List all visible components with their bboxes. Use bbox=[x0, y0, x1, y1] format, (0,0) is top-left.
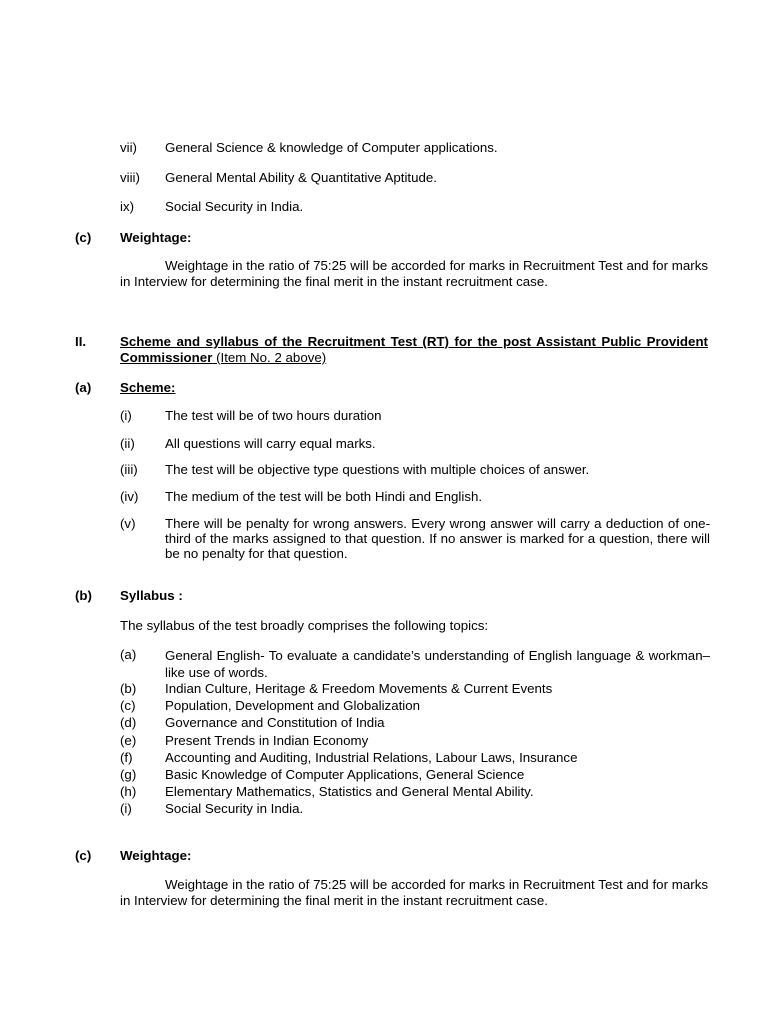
item-number: (h) bbox=[120, 784, 137, 799]
section-title bbox=[120, 334, 708, 366]
section-heading: Weightage: bbox=[120, 230, 192, 245]
item-text: Governance and Constitution of India bbox=[165, 715, 385, 730]
weightage-paragraph: Weightage in the ratio of 75:25 will be accorded for marks in Recruitment Test and for marks in Interview for determining the final merit in the instant recruitment case. bbox=[120, 877, 708, 908]
item-text: Indian Culture, Heritage & Freedom Movements & Current Events bbox=[165, 681, 553, 696]
section-label: (b) bbox=[75, 588, 92, 603]
item-number: (g) bbox=[120, 767, 137, 782]
weightage-paragraph: Weightage in the ratio of 75:25 will be accorded for marks in Recruitment Test and for marks in Interview for determining the final merit in the instant recruitment case. bbox=[120, 258, 708, 289]
item-text: Elementary Mathematics, Statistics and General Mental Ability. bbox=[165, 784, 534, 799]
syllabus-intro: The syllabus of the test broadly comprises the following topics: bbox=[120, 618, 489, 633]
item-text: Present Trends in Indian Economy bbox=[165, 733, 369, 748]
section-title-bold: Scheme and syllabus of the Recruitment Test (RT) for the post Assistant Public Provident Commissioner bbox=[120, 334, 708, 365]
item-number: ix) bbox=[120, 199, 135, 214]
item-number: (iii) bbox=[120, 462, 138, 477]
section-label: (c) bbox=[75, 230, 92, 245]
item-number: (ii) bbox=[120, 436, 135, 451]
item-text: Basic Knowledge of Computer Applications, General Science bbox=[165, 767, 525, 782]
item-text: The test will be of two hours duration bbox=[165, 408, 382, 423]
item-number: (e) bbox=[120, 733, 137, 748]
item-number: (c) bbox=[120, 698, 136, 713]
item-number: (v) bbox=[120, 516, 136, 531]
section-label: (a) bbox=[75, 380, 92, 395]
item-number: (a) bbox=[120, 647, 137, 662]
section-number: II. bbox=[75, 334, 87, 349]
item-text: General Mental Ability & Quantitative Aptitude. bbox=[165, 170, 438, 185]
item-number: (i) bbox=[120, 801, 132, 816]
item-text: The test will be objective type questions with multiple choices of answer. bbox=[165, 462, 590, 477]
item-number: (b) bbox=[120, 681, 137, 696]
item-text: All questions will carry equal marks. bbox=[165, 436, 376, 451]
item-number: vii) bbox=[120, 140, 137, 155]
item-text: General Science & knowledge of Computer applications. bbox=[165, 140, 498, 155]
section-label: (c) bbox=[75, 848, 92, 863]
item-text: There will be penalty for wrong answers. Every wrong answer will carry a deduction of one-third of the marks assigned to that question. If no answer is marked for a question, there will be no penalty for that question. bbox=[165, 516, 710, 561]
item-text: Population, Development and Globalization bbox=[165, 698, 421, 713]
item-text: General English- To evaluate a candidate’s understanding of English language & workman–like use of words. bbox=[165, 648, 710, 680]
item-number: (d) bbox=[120, 715, 137, 730]
item-number: (iv) bbox=[120, 489, 139, 504]
item-number: viii) bbox=[120, 170, 140, 185]
section-heading: Weightage: bbox=[120, 848, 192, 863]
item-number: (f) bbox=[120, 750, 133, 765]
section-title-note: (Item No. 2 above) bbox=[212, 350, 327, 365]
item-text: Social Security in India. bbox=[165, 801, 304, 816]
section-heading: Syllabus : bbox=[120, 588, 183, 603]
section-heading: Scheme: bbox=[120, 380, 176, 395]
item-text: Social Security in India. bbox=[165, 199, 304, 214]
item-text: Accounting and Auditing, Industrial Relations, Labour Laws, Insurance bbox=[165, 750, 578, 765]
item-number: (i) bbox=[120, 408, 132, 423]
item-text: The medium of the test will be both Hindi and English. bbox=[165, 489, 483, 504]
